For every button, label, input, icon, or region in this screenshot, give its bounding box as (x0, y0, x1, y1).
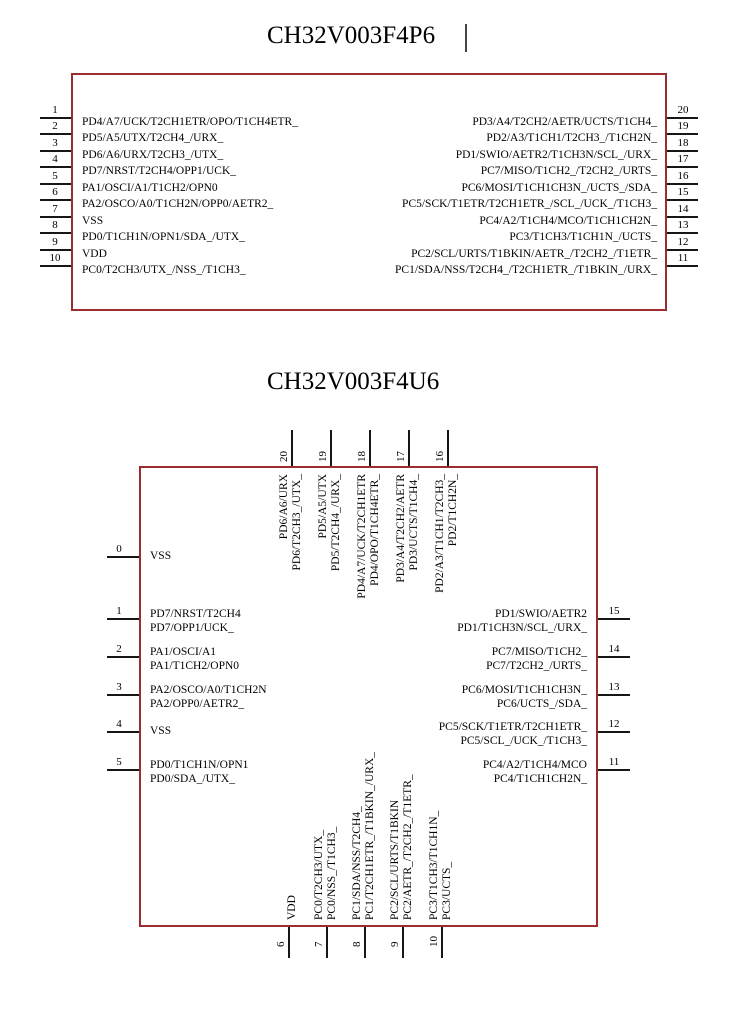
pin-number: 19 (677, 120, 689, 132)
pin-label: PD5/T2CH4_/URX_ (330, 474, 342, 572)
pin-number: 16 (677, 170, 689, 182)
text-cursor (465, 24, 467, 52)
pin-stub (107, 618, 139, 620)
pin-label: PC7/MISO/T1CH2_ (491, 646, 587, 658)
pin-stub (107, 769, 139, 771)
pin-label: PC2/SCL/URTS/T1BKIN (389, 799, 401, 920)
pin-stub (441, 927, 443, 958)
pin-label: PC2/SCL/URTS/T1BKIN/AETR_/T2CH2_/T1ETR_ (411, 248, 657, 260)
pin-stub (402, 927, 404, 958)
pin-number: 10 (428, 936, 440, 947)
pin-label: PC3/UCTS_ (441, 861, 453, 920)
pin-number: 12 (608, 718, 620, 730)
pin-stub (40, 216, 71, 218)
pin-stub (107, 731, 139, 733)
pin-number: 3 (116, 681, 122, 693)
pin-number: 8 (52, 219, 58, 231)
pin-number: 15 (608, 605, 620, 617)
pin-label: PC0/T2CH3/UTX_ (313, 829, 325, 920)
pin-number: 14 (608, 643, 620, 655)
pin-stub (107, 556, 139, 558)
pin-label: PC1/T2CH1ETR_/T1BKIN_/URX_ (364, 751, 376, 920)
pin-number: 13 (677, 219, 689, 231)
pin-label: PD2/T1CH2N_ (447, 474, 459, 547)
pin-label: PD3/A4/T2CH2/AETR/UCTS/T1CH4_ (472, 116, 657, 128)
pin-label: PD7/NRST/T2CH4/OPP1/UCK_ (82, 165, 237, 177)
pin-label: PA1/OSCI/A1/T1CH2/OPN0 (82, 182, 218, 194)
pin-number: 14 (677, 203, 689, 215)
pin-stub (667, 216, 698, 218)
pin-label: PA2/OPP0/AETR2_ (150, 698, 245, 710)
pin-stub (288, 927, 290, 958)
pin-label: PC3/T1CH3/T1CH1N_ (428, 810, 440, 920)
pin-label: PA2/OSCO/A0/T1CH2N/OPP0/AETR2_ (82, 198, 274, 210)
pin-label: PC2/AETR_/T2CH2_/T1ETR_ (402, 774, 414, 920)
pin-label: VSS (150, 550, 172, 562)
pin-stub (107, 694, 139, 696)
pin-stub (40, 199, 71, 201)
pin-label: PD1/SWIO/AETR2 (495, 608, 587, 620)
pin-number: 7 (52, 203, 58, 215)
pin-stub (40, 166, 71, 168)
pin-label: VSS (82, 215, 104, 227)
pin-number: 12 (677, 236, 689, 248)
pin-stub (330, 430, 332, 466)
pin-number: 18 (677, 137, 689, 149)
pin-label: PC6/MOSI/T1CH1CH3N_/UCTS_/SDA_ (461, 182, 657, 194)
pin-label: PD7/NRST/T2CH4 (150, 608, 241, 620)
pin-stub (667, 199, 698, 201)
pin-label: PD3/UCTS/T1CH4_ (408, 474, 420, 571)
pin-number: 13 (608, 681, 620, 693)
pin-label: PD0/T1CH1N/OPN1/SDA_/UTX_ (82, 231, 245, 243)
pin-label: PA1/OSCI/A1 (150, 646, 217, 658)
pin-stub (598, 656, 630, 658)
pin-number: 15 (677, 186, 689, 198)
pin-stub (291, 430, 293, 466)
pin-stub (667, 150, 698, 152)
pin-number: 4 (116, 718, 122, 730)
pin-number: 11 (608, 756, 620, 768)
pin-stub (667, 249, 698, 251)
pin-label: PD6/A6/URX (278, 474, 290, 540)
pin-stub (40, 249, 71, 251)
pin-number: 5 (52, 170, 58, 182)
pin-stub (667, 133, 698, 135)
pin-stub (447, 430, 449, 466)
pin-label: PC6/UCTS_/SDA_ (496, 698, 587, 710)
pin-label: PC5/SCK/T1ETR/T2CH1ETR_ (438, 721, 587, 733)
pin-label: PC1/SDA/NSS/T2CH4_/T2CH1ETR_/T1BKIN_/URX_ (395, 264, 657, 276)
pin-label: VSS (150, 725, 172, 737)
pin-label: PD4/OPO/T1CH4ETR_ (369, 474, 381, 586)
pin-label: PD2/A3/T1CH1/T2CH3_ (434, 474, 446, 593)
pin-label: PD6/T2CH3_/UTX_ (291, 474, 303, 571)
pin-label: PC4/A2/T1CH4/MCO (482, 759, 587, 771)
pin-stub (40, 117, 71, 119)
pin-label: PC5/SCK/T1ETR/T2CH1ETR_/SCL_/UCK_/T1CH3_ (402, 198, 657, 210)
pin-label: VDD (82, 248, 107, 260)
pin-label: PD1/SWIO/AETR2/T1CH3N/SCL_/URX_ (455, 149, 657, 161)
pin-number: 7 (313, 941, 325, 947)
pin-stub (369, 430, 371, 466)
pin-label: PD5/A5/UTX (317, 474, 329, 539)
pin-number: 3 (52, 137, 58, 149)
pin-stub (667, 166, 698, 168)
pin-label: PD0/T1CH1N/OPN1 (150, 759, 249, 771)
pin-label: PD0/SDA_/UTX_ (150, 773, 235, 785)
pin-label: PC4/A2/T1CH4/MCO/T1CH1CH2N_ (479, 215, 657, 227)
pin-number: 1 (52, 104, 58, 116)
pin-number: 0 (116, 543, 122, 555)
pin-label: PC0/NSS_/T1CH3_ (326, 826, 338, 920)
pin-number: 4 (52, 153, 58, 165)
pin-number: 9 (52, 236, 58, 248)
pin-label: PC5/SCL_/UCK_/T1CH3_ (460, 735, 587, 747)
pin-stub (408, 430, 410, 466)
pin-stub (667, 117, 698, 119)
pin-number: 17 (395, 451, 407, 462)
pin-label: VDD (286, 895, 298, 920)
pin-number: 6 (52, 186, 58, 198)
chip1-title[interactable]: CH32V003F4P6 (267, 22, 436, 49)
pin-number: 2 (52, 120, 58, 132)
pin-label: PD4/A7/UCK/T2CH1ETR/OPO/T1CH4ETR_ (82, 116, 298, 128)
pin-number: 19 (317, 451, 329, 462)
pin-number: 6 (275, 941, 287, 947)
pin-stub (667, 265, 698, 267)
pin-label: PD4/A7/UCK/T2CH1ETR (356, 474, 368, 599)
pin-label: PC6/MOSI/T1CH1CH3N_ (461, 684, 587, 696)
pin-label: PC0/T2CH3/UTX_/NSS_/T1CH3_ (82, 264, 246, 276)
pin-number: 8 (351, 941, 363, 947)
pin-stub (40, 232, 71, 234)
pin-label: PD3/A4/T2CH2/AETR (395, 474, 407, 583)
pin-label: PC1/SDA/NSS/T2CH4_ (351, 806, 363, 920)
pin-stub (598, 731, 630, 733)
pin-stub (40, 150, 71, 152)
pin-stub (667, 232, 698, 234)
pin-label: PA1/T1CH2/OPN0 (150, 660, 240, 672)
pin-label: PC7/MISO/T1CH2_/T2CH2_/URTS_ (480, 165, 657, 177)
pin-stub (40, 133, 71, 135)
pin-number: 16 (434, 451, 446, 462)
pin-number: 9 (389, 941, 401, 947)
pin-stub (598, 618, 630, 620)
pin-label: PD5/A5/UTX/T2CH4_/URX_ (82, 132, 224, 144)
pin-number: 10 (49, 252, 61, 264)
pin-stub (107, 656, 139, 658)
pin-number: 1 (116, 605, 122, 617)
pin-label: PD7/OPP1/UCK_ (150, 622, 234, 634)
pin-stub (598, 694, 630, 696)
pin-label: PC3/T1CH3/T1CH1N_/UCTS_ (509, 231, 657, 243)
pin-label: PD2/A3/T1CH1/T2CH3_/T1CH2N_ (486, 132, 657, 144)
pin-label: PA2/OSCO/A0/T1CH2N (150, 684, 267, 696)
pin-stub (667, 183, 698, 185)
pin-label: PD1/T1CH3N/SCL_/URX_ (457, 622, 587, 634)
pin-number: 20 (677, 104, 689, 116)
pin-label: PC7/T2CH2_/URTS_ (486, 660, 587, 672)
pin-number: 18 (356, 451, 368, 462)
pin-number: 11 (677, 252, 689, 264)
pin-stub (40, 265, 71, 267)
pin-number: 17 (677, 153, 689, 165)
pin-stub (40, 183, 71, 185)
pin-number: 2 (116, 643, 122, 655)
pin-stub (326, 927, 328, 958)
pin-stub (364, 927, 366, 958)
pin-stub (598, 769, 630, 771)
pin-number: 5 (116, 756, 122, 768)
chip2-title[interactable]: CH32V003F4U6 (267, 368, 440, 395)
pin-label: PD6/A6/URX/T2CH3_/UTX_ (82, 149, 224, 161)
pin-number: 20 (278, 451, 290, 462)
pin-label: PC4/T1CH1CH2N_ (493, 773, 587, 785)
